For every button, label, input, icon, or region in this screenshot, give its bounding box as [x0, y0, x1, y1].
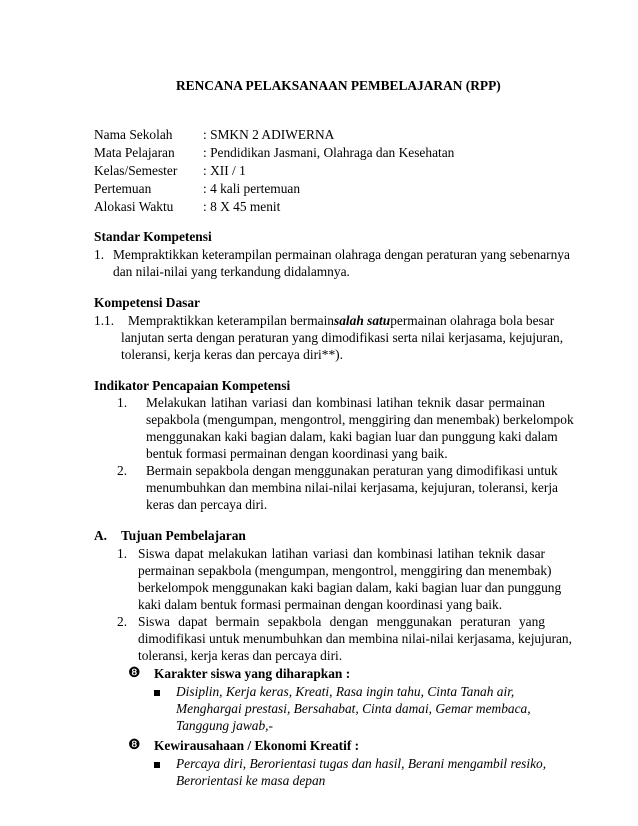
value-alokasi-waktu: : 8 X 45 menit	[203, 199, 281, 214]
karakter-bullet-icon: ❽	[128, 666, 141, 681]
tujuan-letter: A.	[94, 528, 108, 543]
karakter-heading: Karakter siswa yang diharapkan :	[154, 666, 351, 681]
label-mata-pelajaran: Mata Pelajaran	[94, 145, 175, 160]
kd-line: lanjutan serta dengan peraturan yang dimodifikasi serta nilai kerjasama, kejujuran,	[121, 330, 564, 345]
kd-line-part: permainan olahraga bola besar	[390, 313, 555, 328]
karakter-line: Disiplin, Kerja keras, Kreati, Rasa ingin tahu, Cinta Tanah air,	[176, 684, 515, 699]
kd-heading: Kompetensi Dasar	[94, 295, 201, 310]
sk-line: Mempraktikkan keterampilan permainan olahraga dengan peraturan yang sebenarnya	[113, 247, 570, 262]
value-mata-pelajaran: : Pendidikan Jasmani, Olahraga dan Kesehatan	[203, 145, 455, 160]
tujuan-line: dimodifikasi untuk menumbuhkan dan membina nilai-nilai kerjasama, kejujuran,	[138, 631, 572, 646]
kd-line	[128, 313, 555, 329]
kewirausahaan-heading: Kewirausahaan / Ekonomi Kreatif :	[154, 738, 360, 753]
tujuan-line: Siswa dapat melakukan latihan variasi dan kombinasi latihan teknik dasar	[138, 546, 545, 561]
tujuan-line: toleransi, kerja keras dan percaya diri.	[138, 648, 343, 663]
ipk-line: menggunakan kaki bagian dalam, kaki bagian luar dan punggung kaki dalam	[146, 429, 558, 444]
label-nama-sekolah: Nama Sekolah	[94, 127, 173, 142]
label-kelas-semester: Kelas/Semester	[94, 163, 178, 178]
tujuan-number: 1.	[117, 546, 128, 561]
tujuan-line: kaki dalam bentuk formasi permainan dengan koordinasi yang baik.	[138, 597, 503, 612]
tujuan-heading: Tujuan Pembelajaran	[121, 528, 246, 543]
ipk-line: Bermain sepakbola dengan menggunakan peraturan yang dimodifikasi untuk	[146, 463, 558, 478]
label-pertemuan: Pertemuan	[94, 181, 152, 196]
kewirausahaan-line: Percaya diri, Berorientasi tugas dan hasil, Berani mengambil resiko,	[176, 756, 547, 771]
ipk-line: menumbuhkan dan membina nilai-nilai kerjasama, kejujuran, toleransi, kerja	[146, 480, 558, 495]
kewirausahaan-bullet-icon: ❽	[128, 738, 141, 753]
value-nama-sekolah: : SMKN 2 ADIWERNA	[203, 127, 335, 142]
karakter-line: Tanggung jawab,-	[176, 718, 273, 733]
kewirausahaan-line: Berorientasi ke masa depan	[176, 773, 326, 788]
value-pertemuan: : 4 kali pertemuan	[203, 181, 301, 196]
ipk-line: keras dan percaya diri.	[146, 497, 268, 512]
ipk-line: bentuk formasi permainan dengan koordinasi yang baik.	[146, 446, 448, 461]
value-kelas-semester: : XII / 1	[203, 163, 246, 178]
kd-line-emphasis: salah satu	[334, 313, 391, 328]
sk-line: dan nilai-nilai yang terkandung didalamnya.	[113, 264, 350, 279]
document-title: RENCANA PELAKSANAAN PEMBELAJARAN (RPP)	[176, 78, 501, 93]
kd-line: toleransi, kerja keras dan percaya diri**).	[121, 347, 343, 362]
sk-heading: Standar Kompetensi	[94, 229, 212, 244]
square-bullet-icon	[154, 762, 160, 768]
ipk-line: Melakukan latihan variasi dan kombinasi latihan teknik dasar permainan	[146, 395, 545, 410]
kd-number: 1.1.	[94, 313, 115, 328]
label-alokasi-waktu: Alokasi Waktu	[94, 199, 174, 214]
ipk-heading: Indikator Pencapaian Kompetensi	[94, 378, 291, 393]
kd-line-part: Mempraktikkan keterampilan bermain	[128, 313, 334, 328]
tujuan-number: 2.	[117, 614, 128, 629]
tujuan-line: berkelompok menggunakan kaki bagian dalam, kaki bagian luar dan punggung	[138, 580, 562, 595]
tujuan-line: permainan sepakbola (mengumpan, mengontrol, menggiring dan menembak)	[138, 563, 552, 578]
tujuan-line: Siswa dapat bermain sepakbola dengan menggunakan peraturan yang	[138, 614, 545, 629]
ipk-number: 1.	[117, 395, 128, 410]
ipk-number: 2.	[117, 463, 128, 478]
ipk-line: sepakbola (mengumpan, mengontrol, menggiring dan menembak) berkelompok	[146, 412, 574, 427]
karakter-line: Menghargai prestasi, Bersahabat, Cinta damai, Gemar membaca,	[176, 701, 531, 716]
sk-number: 1.	[94, 247, 105, 262]
square-bullet-icon	[154, 690, 160, 696]
